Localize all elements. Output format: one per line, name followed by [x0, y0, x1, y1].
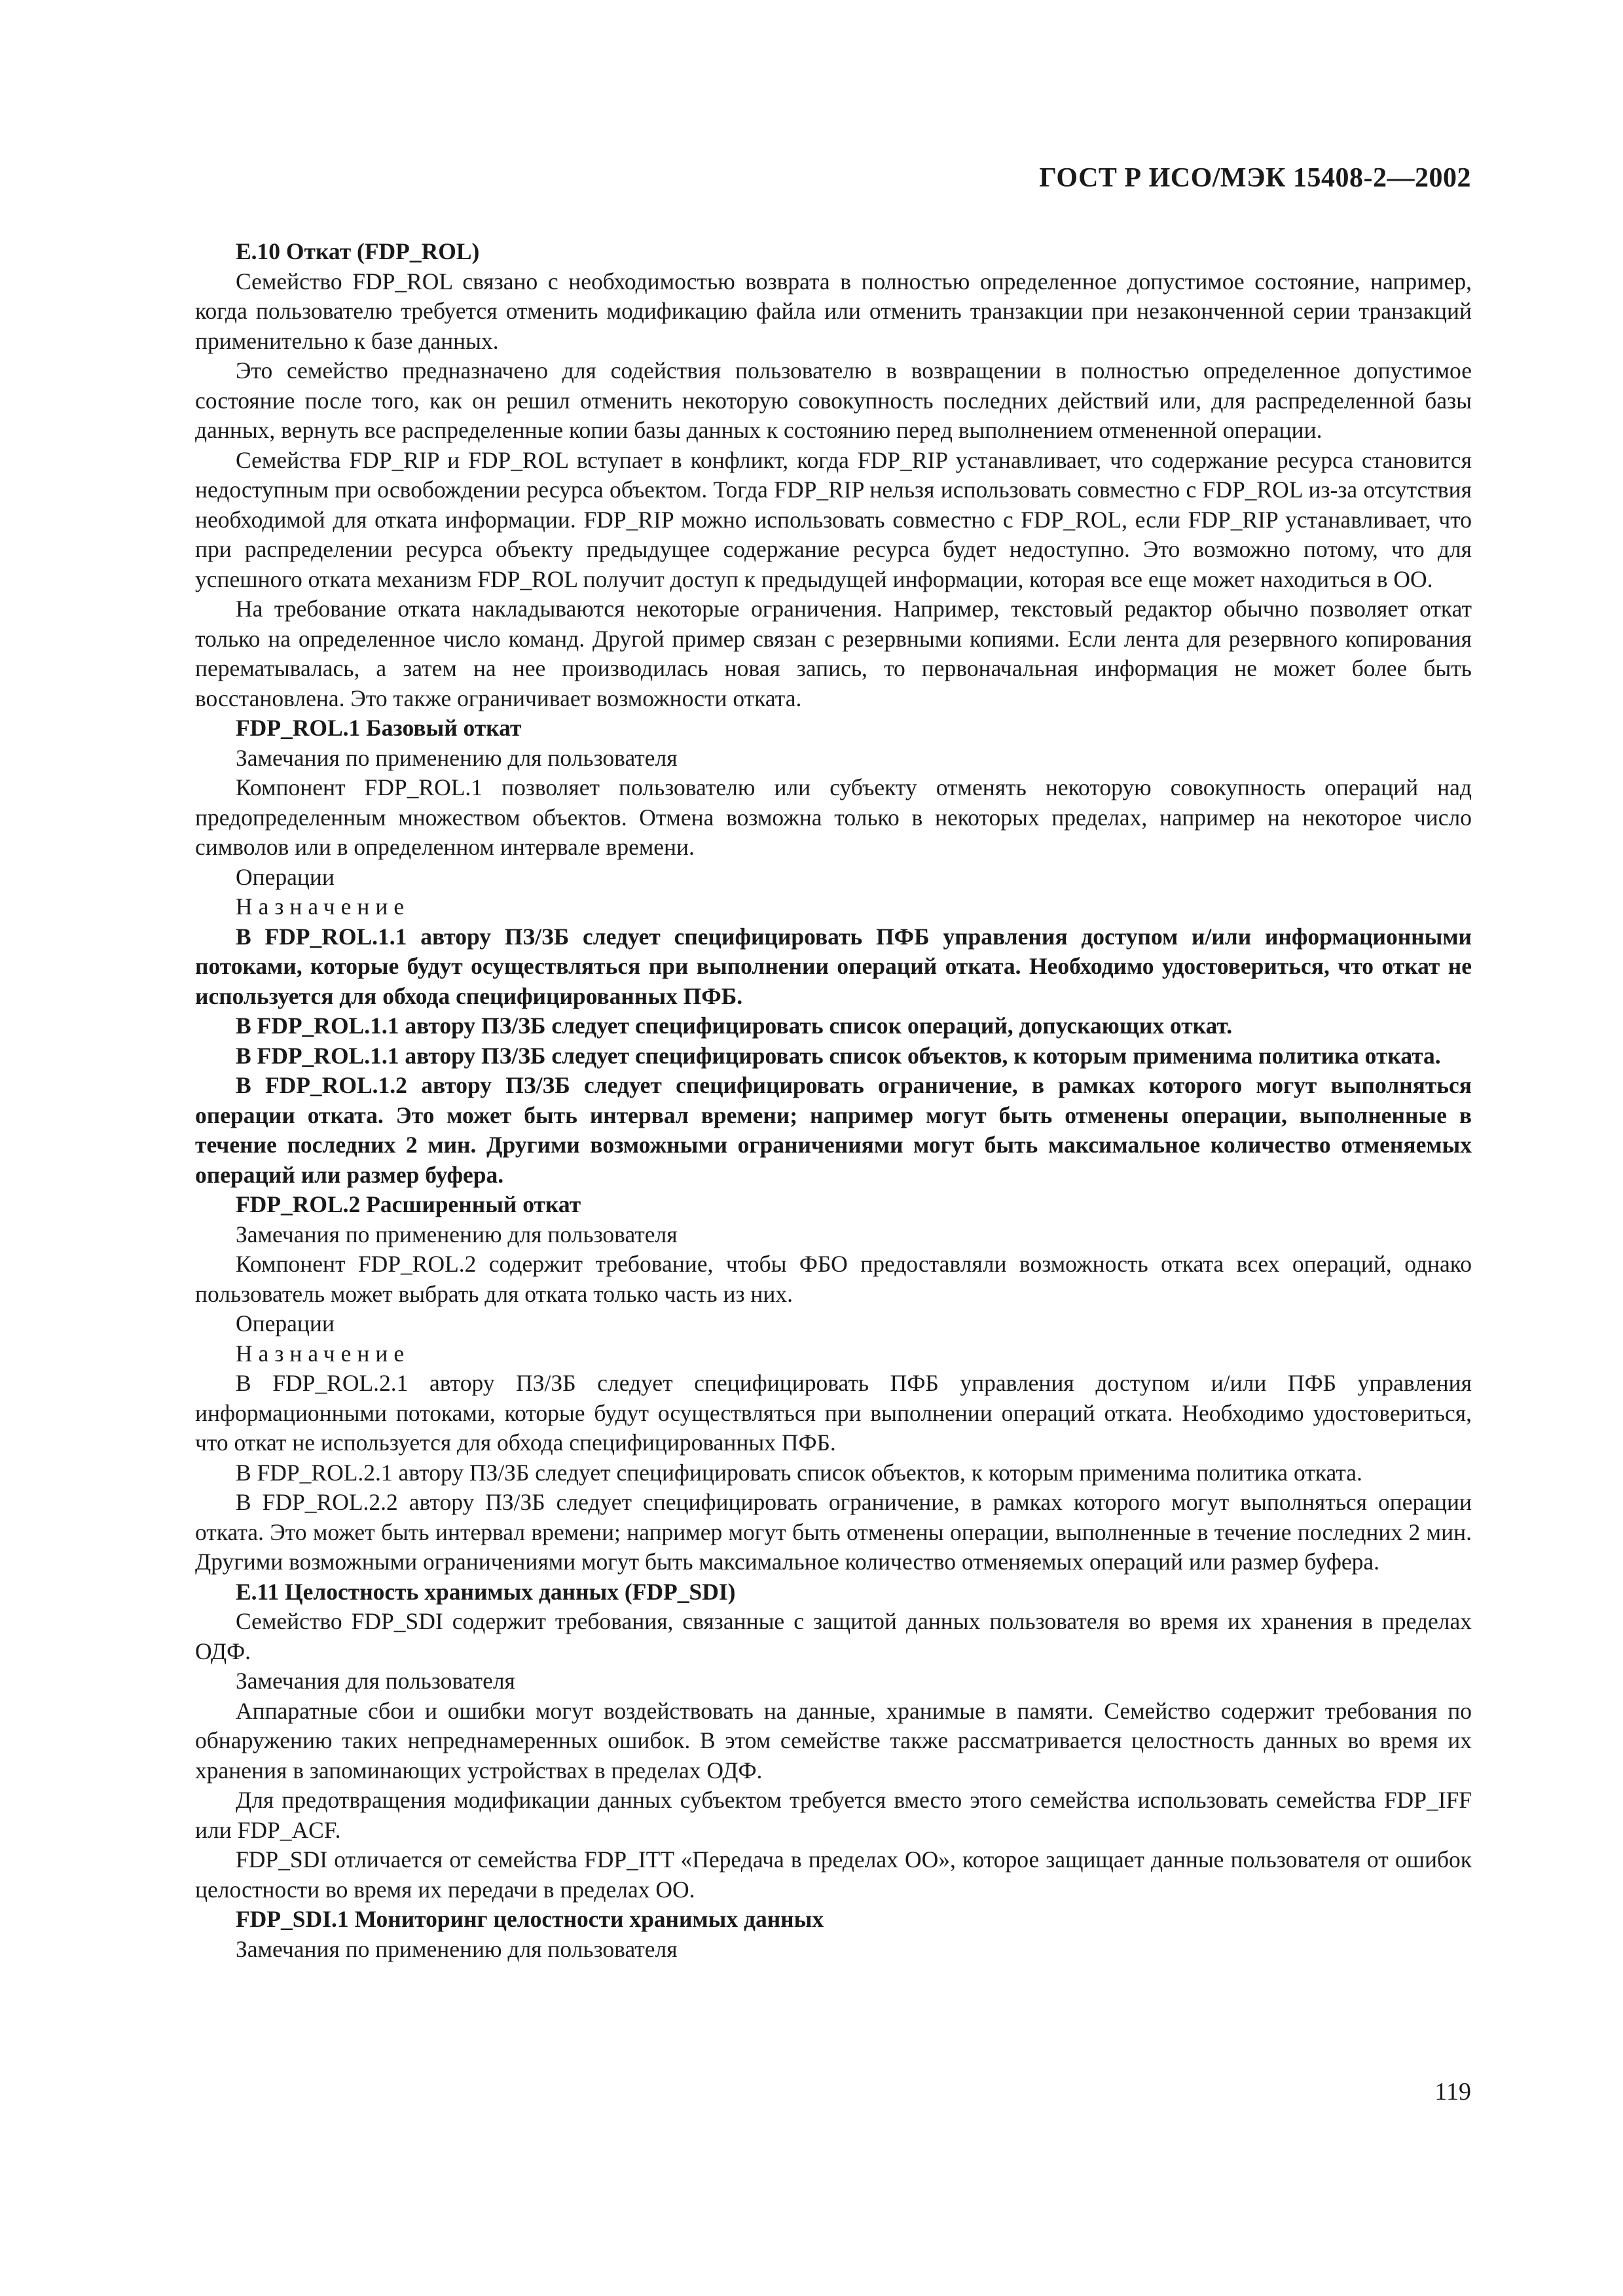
paragraph: Семейство FDP_SDI содержит требования, связанные с защитой данных пользователя во время их хранения в пределах ОДФ. — [195, 1608, 1472, 1664]
section-heading: E.11 Целостность хранимых данных (FDP_SDI) — [236, 1578, 736, 1605]
label-line: Операции — [236, 863, 335, 890]
label-line: Операции — [236, 1310, 335, 1336]
paragraph: Аппаратные сбои и ошибки могут воздействовать на данные, хранимые в памяти. Семейство содержит требования по обнаружению таких непреднамеренных ошибок. В этом семействе также рассматривается целостность данных во время их хранения в запоминающих устройствах в пределах ОДФ. — [195, 1697, 1472, 1784]
document-body — [195, 237, 1472, 1964]
bold-paragraph: В FDP_ROL.1.1 автору ПЗ/ЗБ следует специфицировать список операций, допускающих откат. — [236, 1013, 1233, 1039]
document-header: ГОСТ Р ИСО/МЭК 15408-2—2002 — [1039, 163, 1471, 193]
label-line: Замечания по применению для пользователя — [236, 1221, 678, 1247]
spaced-label: Назначение — [236, 1340, 410, 1367]
section-heading: FDP_ROL.2 Расширенный откат — [236, 1191, 581, 1217]
section-heading: FDP_ROL.1 Базовый откат — [236, 715, 522, 741]
label-line: Замечания по применению для пользователя — [236, 1935, 678, 1962]
paragraph: FDP_SDI отличается от семейства FDP_ITT «Передача в пределах ОО», которое защищает данные пользователя от ошибок целостности во время их передачи в пределах ОО. — [195, 1846, 1472, 1903]
paragraph: В FDP_ROL.2.1 автору ПЗ/ЗБ следует специфицировать ПФБ управления доступом и/или ПФБ управления информационными потоками, которые будут осуществляться при выполнении операций отката. Необходимо удостовериться, что откат не используется для обхода специфицированных ПФБ. — [195, 1370, 1472, 1456]
section-heading: FDP_SDI.1 Мониторинг целостности хранимых данных — [236, 1906, 824, 1932]
paragraph: Семейство FDP_ROL связано с необходимостью возврата в полностью определенное допустимое состояние, например, когда пользователю требуется отменить модификацию файла или отменить транзакции при незаконченной серии транзакций применительно к базе данных. — [195, 268, 1472, 354]
spaced-label: Назначение — [236, 893, 410, 920]
bold-paragraph: В FDP_ROL.1.2 автору ПЗ/ЗБ следует специфицировать ограничение, в рамках которого могут выполняться операции отката. Это может быть интервал времени; например могут быть отменены операции, выполненные в течение последних 2 мин. Другими возможными ограничениями могут быть максимальное количество отменяемых операций или размер буфера. — [195, 1072, 1472, 1188]
label-line: Замечания для пользователя — [236, 1668, 515, 1694]
paragraph: На требование отката накладываются некоторые ограничения. Например, текстовый редактор обычно позволяет откат только на определенное число команд. Другой пример связан с резервными копиями. Если лента для резервного копирования перематывалась, а затем на нее производилась новая запись, то первоначальная информация не может более быть восстановлена. Это также ограничивает возможности отката. — [195, 596, 1472, 711]
bold-paragraph: В FDP_ROL.1.1 автору ПЗ/ЗБ следует специфицировать ПФБ управления доступом и/или информационными потоками, которые будут осуществляться при выполнении операций отката. Необходимо удостовериться, что откат не используется для обхода специфицированных ПФБ. — [195, 923, 1472, 1009]
paragraph: В FDP_ROL.2.2 автору ПЗ/ЗБ следует специфицировать ограничение, в рамках которого могут выполняться операции отката. Это может быть интервал времени; например могут быть отменены операции, выполненные в течение последних 2 мин. Другими возможными ограничениями могут быть максимальное количество отменяемых операций или размер буфера. — [195, 1489, 1472, 1575]
section-heading: E.10 Откат (FDP_ROL) — [236, 238, 480, 264]
paragraph: Компонент FDP_ROL.1 позволяет пользователю или субъекту отменять некоторую совокупность операций над предопределенным множеством объектов. Отмена возможна только в некоторых пределах, например на некоторое число символов или в определенном интервале времени. — [195, 774, 1472, 860]
label-line: Замечания по применению для пользователя — [236, 744, 678, 771]
paragraph: В FDP_ROL.2.1 автору ПЗ/ЗБ следует специфицировать список объектов, к которым применима политика отката. — [236, 1459, 1362, 1486]
paragraph: Компонент FDP_ROL.2 содержит требование, чтобы ФБО предоставляли возможность отката всех операций, однако пользователь может выбрать для отката только часть из них. — [195, 1251, 1472, 1307]
bold-paragraph: В FDP_ROL.1.1 автору ПЗ/ЗБ следует специфицировать список объектов, к которым применима политика отката. — [236, 1042, 1441, 1069]
page-number: 119 — [1434, 2078, 1471, 2106]
paragraph: Это семейство предназначено для содействия пользователю в возвращении в полностью определенное допустимое состояние после того, как он решил отменить некоторую совокупность последних действий или, для распределенной базы данных, вернуть все распределенные копии базы данных к состоянию перед выполнением отмененной операции. — [195, 357, 1472, 443]
paragraph: Семейства FDP_RIP и FDP_ROL вступает в конфликт, когда FDP_RIP устанавливает, что содержание ресурса становится недоступным при освобождении ресурса объектом. Тогда FDP_RIP нельзя использовать совместно с FDP_ROL из-за отсутствия необходимой для отката информации. FDP_RIP можно использовать совместно с FDP_ROL, если FDP_RIP устанавливает, что при распределении ресурса объекту предыдущее содержание ресурса будет недоступно. Это возможно потому, что для успешного отката механизм FDP_ROL получит доступ к предыдущей информации, которая все еще может находиться в ОО. — [195, 446, 1472, 592]
paragraph: Для предотвращения модификации данных субъектом требуется вместо этого семейства использовать семейства FDP_IFF или FDP_ACF. — [195, 1787, 1472, 1843]
